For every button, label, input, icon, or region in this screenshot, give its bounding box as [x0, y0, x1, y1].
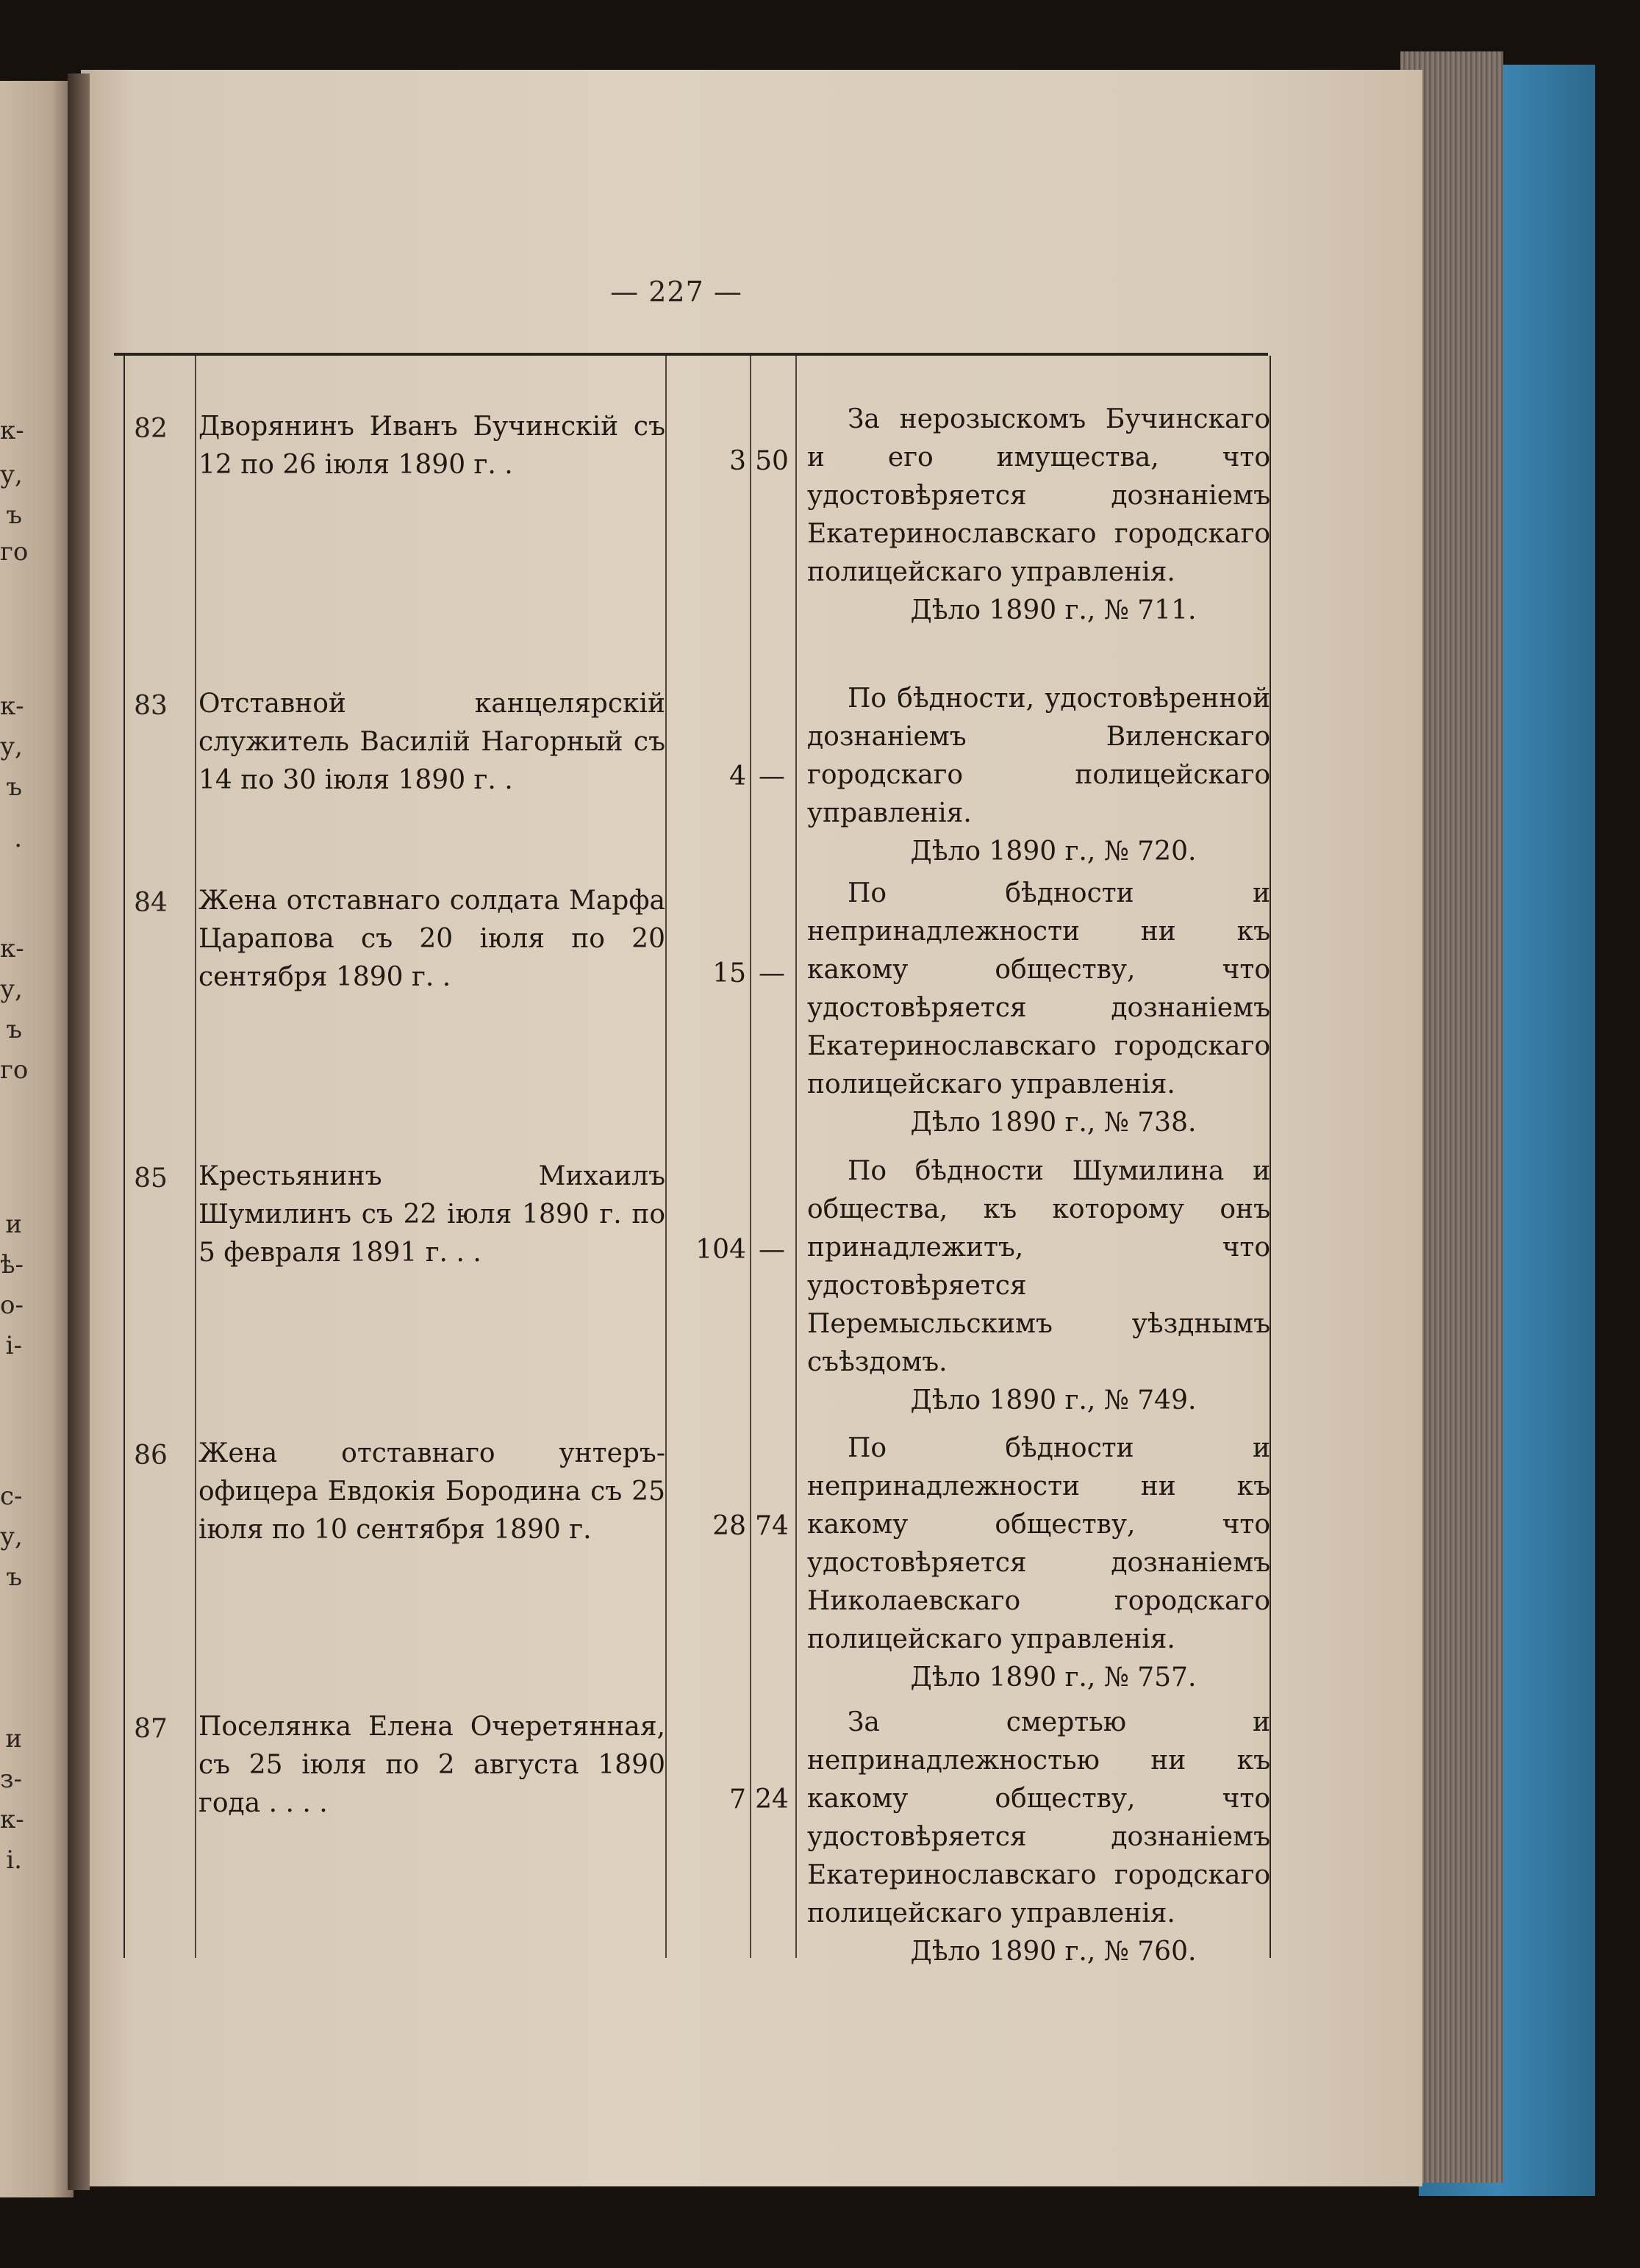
entry-number: 83	[134, 691, 168, 721]
previous-page	[0, 81, 74, 2197]
prev-page-fragment: і-	[5, 1331, 22, 1360]
entry-rubles: 3	[729, 446, 746, 476]
prev-page-fragment: к-	[0, 692, 24, 721]
entry-reason-text: За нерозыскомъ Бучинскаго и его имущества, что удостовѣряется дознаніемъ Екатеринославскаго городскаго полицейскаго управленія.	[807, 404, 1270, 587]
prev-page-fragment: ъ	[6, 1015, 22, 1044]
prev-page-fragment: к-	[0, 416, 24, 445]
prev-page-fragment: го	[0, 537, 29, 567]
entry-kopecks: 24	[755, 1784, 789, 1815]
prev-page-fragment: го	[0, 1055, 29, 1085]
prev-page-fragment: и	[5, 1724, 22, 1754]
entry-kopecks: 74	[755, 1511, 789, 1541]
entry-kopecks: —	[759, 958, 785, 988]
entry-number: 84	[134, 888, 168, 918]
entry-reason-text: За смертью и непринадлежностью ни къ какому обществу, что удостовѣряется дознаніемъ Екатеринославскаго городскаго полицейскаго управленія.	[807, 1707, 1270, 1928]
prev-page-fragment: .	[14, 824, 22, 853]
entry-rubles: 7	[729, 1784, 746, 1815]
table-divider-kopecks	[795, 356, 797, 1958]
prev-page-fragment: ъ	[6, 500, 22, 530]
table-divider-amount	[665, 356, 667, 1958]
entry-case-reference: Дѣло 1890 г., № 738.	[910, 1108, 1197, 1138]
prev-page-fragment: к-	[0, 1805, 24, 1834]
entry-case-reference: Дѣло 1890 г., № 720.	[910, 836, 1197, 866]
entry-kopecks: 50	[755, 446, 789, 476]
entry-reason	[807, 680, 1270, 871]
prev-page-fragment: о-	[0, 1291, 24, 1320]
entry-person: Жена отставнаго унтеръ-офицера Евдокія Бородина съ 25 іюля по 10 сентября 1890 г.	[198, 1438, 665, 1545]
entry-reason	[807, 1152, 1270, 1420]
entry-case-reference: Дѣло 1890 г., № 711.	[910, 595, 1197, 625]
prev-page-fragment: к-	[0, 934, 24, 963]
prev-page-fragment: ъ	[6, 1562, 22, 1592]
entry-number: 85	[134, 1163, 168, 1194]
entry-reason-text: По бѣдности и непринадлежности ни къ какому обществу, что удостовѣряется дознаніемъ Екатеринославскаго городскаго полицейскаго управленія.	[807, 878, 1270, 1099]
entry-person: Отставной канцелярскій служитель Василій Нагорный съ 14 по 30 іюля 1890 г. .	[198, 689, 665, 795]
prev-page-fragment: и	[5, 1210, 22, 1239]
prev-page-fragment: у,	[0, 460, 23, 489]
table-divider-name	[195, 356, 196, 1958]
prev-page-fragment: с-	[0, 1482, 23, 1511]
entry-person: Жена отставнаго солдата Марфа Царапова съ 20 іюля по 20 сентября 1890 г. .	[198, 886, 665, 992]
page-number: — 227 —	[610, 276, 742, 308]
entry-number: 86	[134, 1440, 168, 1471]
entry-reason-text: По бѣдности и непринадлежности ни къ какому обществу, что удостовѣряется дознаніемъ Николаевскаго городскаго полицейскаго управленія.	[807, 1433, 1270, 1654]
entry-rubles: 104	[695, 1235, 746, 1265]
entry-rubles: 15	[712, 958, 746, 988]
table-top-rule	[114, 353, 1268, 356]
entry-case-reference: Дѣло 1890 г., № 749.	[910, 1385, 1197, 1415]
prev-page-fragment: ѣ-	[0, 1250, 24, 1280]
prev-page-fragment: і.	[6, 1845, 22, 1875]
table-divider-rubles	[750, 356, 751, 1958]
entry-reason	[807, 401, 1270, 630]
entry-kopecks: —	[759, 761, 785, 792]
entry-person: Дворянинъ Иванъ Бучинскій съ 12 по 26 іюля 1890 г. .	[198, 412, 665, 480]
entry-number: 87	[134, 1714, 168, 1744]
entry-rubles: 4	[729, 761, 746, 792]
prev-page-fragment: з-	[0, 1765, 23, 1794]
entry-reason	[807, 875, 1270, 1142]
entry-person: Крестьянинъ Михаилъ Шумилинъ съ 22 іюля 1890 г. по 5 февраля 1891 г. . .	[198, 1161, 665, 1268]
entry-reason-text: По бѣдности, удостовѣренной дознаніемъ Виленскаго городскаго полицейскаго управленія.	[807, 683, 1270, 828]
entry-kopecks: —	[759, 1235, 785, 1265]
entry-reason-text: По бѣдности Шумилина и общества, къ которому онъ принадлежитъ, что удостовѣряется Перемысльскимъ уѣзднымъ съѣздомъ.	[807, 1156, 1270, 1377]
entry-number: 82	[134, 414, 168, 444]
prev-page-fragment: у,	[0, 1522, 23, 1551]
entry-case-reference: Дѣло 1890 г., № 760.	[910, 1937, 1197, 1967]
entry-case-reference: Дѣло 1890 г., № 757.	[910, 1662, 1197, 1693]
entry-reason	[807, 1429, 1270, 1697]
prev-page-fragment: ъ	[6, 772, 22, 802]
entry-reason	[807, 1704, 1270, 1971]
entry-person: Поселянка Елена Очеретянная, съ 25 іюля по 2 августа 1890 года . . . .	[198, 1712, 665, 1818]
prev-page-fragment: у,	[0, 732, 23, 761]
binding-gutter	[68, 73, 90, 2190]
entry-rubles: 28	[712, 1511, 746, 1541]
prev-page-fragment: у,	[0, 975, 23, 1004]
